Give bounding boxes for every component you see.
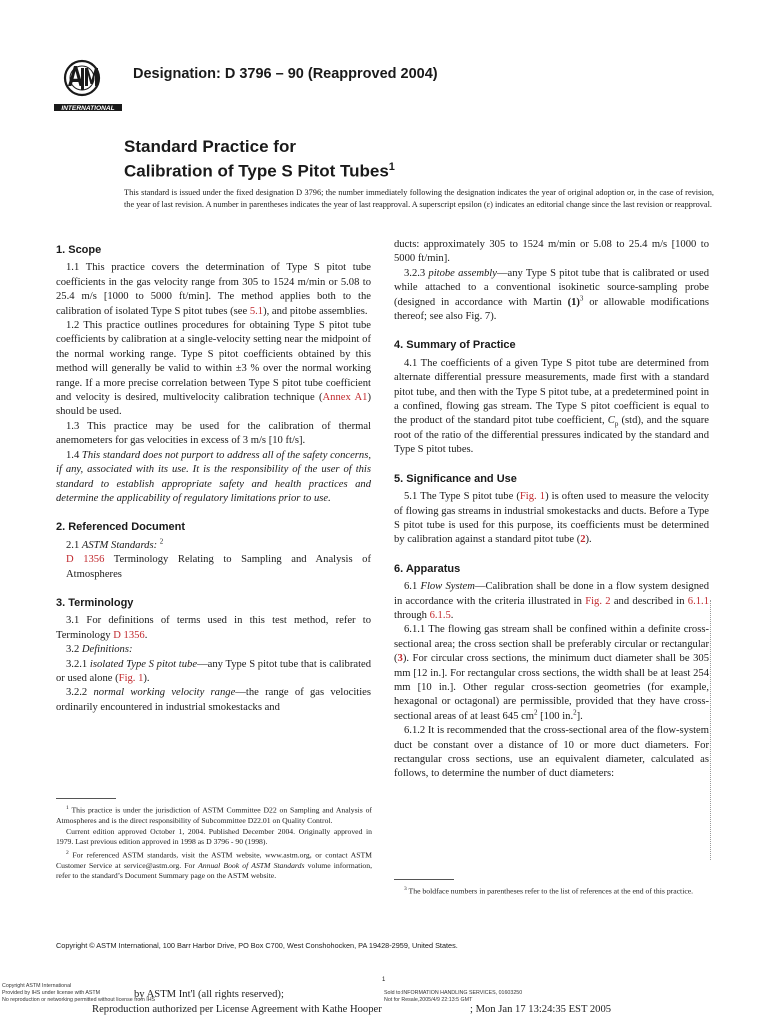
footnote-rule-left: [56, 798, 116, 799]
title-line-1: Standard Practice for: [124, 137, 296, 156]
link-6-1-1[interactable]: 6.1.1: [687, 595, 709, 607]
para-1-2: 1.2 This practice outlines procedures for obtaining Type S pitot tube coefficients by calibration at a single-velocity setting near the midpoint of the normal working range. Type S pitot coefficients obtained by this method will generally be valid to within ±3 % over the normal working range. If a more precise correlation between Type S pitot tube coefficient and velocity is desired, multivelocity calibration technique (Annex A1) should be used.: [56, 320, 371, 418]
para-3-2: 3.2 Definitions:: [66, 644, 133, 656]
para-3-2-1: 3.2.1 isolated Type S pitot tube—any Type S pitot tube that is calibrated or used alone (Fig. 1).: [56, 658, 372, 684]
title-footnote-ref[interactable]: 1: [388, 161, 395, 173]
footnote-ref-2[interactable]: 2: [159, 537, 164, 546]
heading-terminology: 3. Terminology: [56, 596, 134, 609]
link-6-1-5[interactable]: 6.1.5: [429, 609, 451, 621]
para-3-2-3: 3.2.3 pitobe assembly—any Type S pitot tube that is calibrated or used while attached to a conventional isokinetic source-sampling probe (designed in accordance with Martin $(1)^3$ or allowable modifications thereof; see also Fig. 7).: [394, 267, 710, 323]
para-1-3: 1.3 This practice may be used for the calibration of thermal anemometers for gas velocities in excess of 3 m/s [10 ft/s].: [56, 420, 371, 447]
copyright-line: Copyright © ASTM International, 100 Barr Harbor Drive, PO Box C700, West Conshohocken, PA 19428-2959, United States.: [56, 941, 458, 950]
para-2-1: 2.1 ASTM Standards: $^2$: [66, 537, 164, 551]
logo-wordmark: INTERNATIONAL: [61, 105, 115, 112]
ref-d1356: D 1356 Terminology Relating to Sampling and Analysis of Atmospheres: [66, 554, 371, 580]
heading-scope: 1. Scope: [56, 244, 102, 256]
para-6-1: 6.1 Flow System—Calibration shall be done in a flow system designed in accordance with the criteria illustrated in Fig. 2 and described in 6.1.1 through 6.1.5.: [394, 581, 709, 621]
footnote-3: $^3$ The boldface numbers in parentheses refer to the list of references at the end of this practice.: [404, 886, 694, 896]
heading-significance: 5. Significance and Use: [394, 472, 517, 485]
link-fig-2[interactable]: Fig. 2: [585, 595, 611, 607]
para-3-2-2-continued: ducts: approximately 305 to 1524 m/min or 5.08 to 25.4 m/s [1000 to 5000 ft/min].: [394, 239, 709, 265]
astm-logo: [54, 56, 122, 118]
right-column: [394, 238, 709, 782]
link-d1356[interactable]: D 1356: [66, 554, 105, 566]
footnote-1: $^1$ This practice is under the jurisdiction of ASTM Committee D22 on Sampling and Analysis of Atmospheres and is the direct responsibility of Subcommittee D22.01 on Quality Control.: [56, 805, 372, 826]
left-column: [56, 238, 371, 715]
license-line-2-left: Reproduction authorized per License Agreement with Kathe Hooper: [92, 1004, 382, 1015]
link-fig-1[interactable]: Fig. 1: [118, 672, 144, 684]
footnote-rule-right: [394, 879, 454, 880]
license-line-2-right: ; Mon Jan 17 13:24:35 EST 2005: [470, 1004, 612, 1015]
link-d1356-terminology[interactable]: D 1356: [113, 629, 145, 641]
license-line-1: by ASTM Int'l (all rights reserved);: [134, 989, 284, 1000]
footnotes-right: [394, 884, 712, 897]
margin-dots: [710, 600, 713, 860]
designation: Designation: D 3796 – 90 (Reapproved 2004): [133, 66, 438, 82]
footnote-2: $^2$ For referenced ASTM standards, visit the ASTM website, www.astm.org, or contact ASTM Customer Service at service@astm.org. For Annual Book of ASTM Standards volume information, refer to the standard’s Document Summary page on the ASTM website.: [56, 849, 372, 881]
stamp-left: Copyright ASTM International Provided by IHS under license with ASTM No reproduction or networking permitted without license from IHS: [2, 983, 156, 1003]
heading-summary: 4. Summary of Practice: [394, 339, 516, 352]
para-3-1: 3.1 For definitions of terms used in this test method, refer to Terminology D 1356.: [56, 615, 371, 641]
footnote-ref-3[interactable]: 3: [579, 294, 584, 303]
para-6-1-2: 6.1.2 It is recommended that the cross-sectional area of the flow-system duct be constant over a distance of 10 or more duct diameters. For rectangular cross sections, use an equivalent diameter, calculated as follows, to determine the number of duct diameters:: [394, 725, 709, 780]
ref-2[interactable]: 2: [580, 534, 586, 546]
para-5-1: 5.1 The Type S pitot tube (Fig. 1) is often used to measure the velocity of flowing gas streams in industrial smokestacks and ducts. Before a Type S pitot tube is used for this purpose, its coefficients must be determined by calibration against a standard pitot tube (2).: [394, 491, 709, 546]
ref-3[interactable]: 3: [397, 653, 403, 665]
para-4-1: 4.1 The coefficients of a given Type S pitot tube are determined from alternate differential pressure measurements, made first with a standard pitot tube, and then with the Type S pitot tube, at a predetermined point in a confined, flowing gas stream. The Type S pitot coefficient is equal to the product of the standard pitot tube coefficient, $C_p$ (std), and the square root of the ratio of the differential pressures indicated by the standard and Type S pitot tubes.: [394, 357, 709, 456]
para-6-1-1: 6.1.1 The flowing gas stream shall be confined within a definite cross-sectional area; the cross section shall be preferably circular or rectangular (3). For circular cross sections, the minimum duct diameter shall be 305 mm [12 in.]. For rectangular cross sections, the width shall be at least 254 mm [10 in.]. Other regular cross-section geometries (for example, hexagonal or octagonal) are permissible, provided that they have cross-sectional areas of at least 645 $cm^2$ [100 in.$^2$].: [394, 624, 709, 722]
heading-referenced-document: 2. Referenced Document: [56, 521, 185, 534]
title-line-2: Calibration of Type S Pitot Tubes$^1$: [124, 161, 395, 181]
para-1-4: 1.4 This standard does not purport to address all of the safety concerns, if any, associated with its use. It is the responsibility of the user of this standard to establish appropriate safety and health practices and determine the applicability of regulatory limitations prior to use.: [56, 449, 371, 504]
link-fig-1-b[interactable]: Fig. 1: [519, 491, 546, 503]
document-title: [124, 136, 395, 182]
footnote-1-edition: Current edition approved October 1, 2004. Published December 2004. Originally approved in 1979. Last previous edition approved in 1998 as D 3796 - 90 (1998).: [56, 826, 372, 847]
issuance-note: This standard is issued under the fixed designation D 3796; the number immediately following the designation indicates the year of original adoption or, in the case of revision, the year of last revision. A number in parentheses indicates the year of last reapproval. A superscript epsilon (ε) indicates an editorial change since the last revision or reapproval.: [124, 188, 714, 210]
link-annex-a1[interactable]: Annex A1: [322, 392, 368, 404]
heading-apparatus: 6. Apparatus: [394, 562, 461, 575]
para-3-2-2: 3.2.2 normal working velocity range—the range of gas velocities ordinarily encountered in industrial smokestacks and: [56, 687, 371, 713]
ref-1[interactable]: (1): [567, 296, 580, 308]
link-5-1[interactable]: 5.1: [249, 305, 264, 317]
para-1-1: 1.1 This practice covers the determination of Type S pitot tube coefficients in the gas velocity range from 305 to 1524 m/min or 5.08 to 25.4 m/s [1000 to 5000 ft/min]. The method applies both to the calibration of isolated Type S pitot tubes (see 5.1), and pitobe assemblies.: [56, 262, 371, 317]
footnotes-left: [56, 803, 372, 882]
page-number: 1: [382, 977, 386, 983]
stamp-right: Sold to:INFORMATION HANDLING SERVICES, 01603250 Not for Resale,2005/4/9 22:13:5 GMT: [384, 990, 523, 1003]
